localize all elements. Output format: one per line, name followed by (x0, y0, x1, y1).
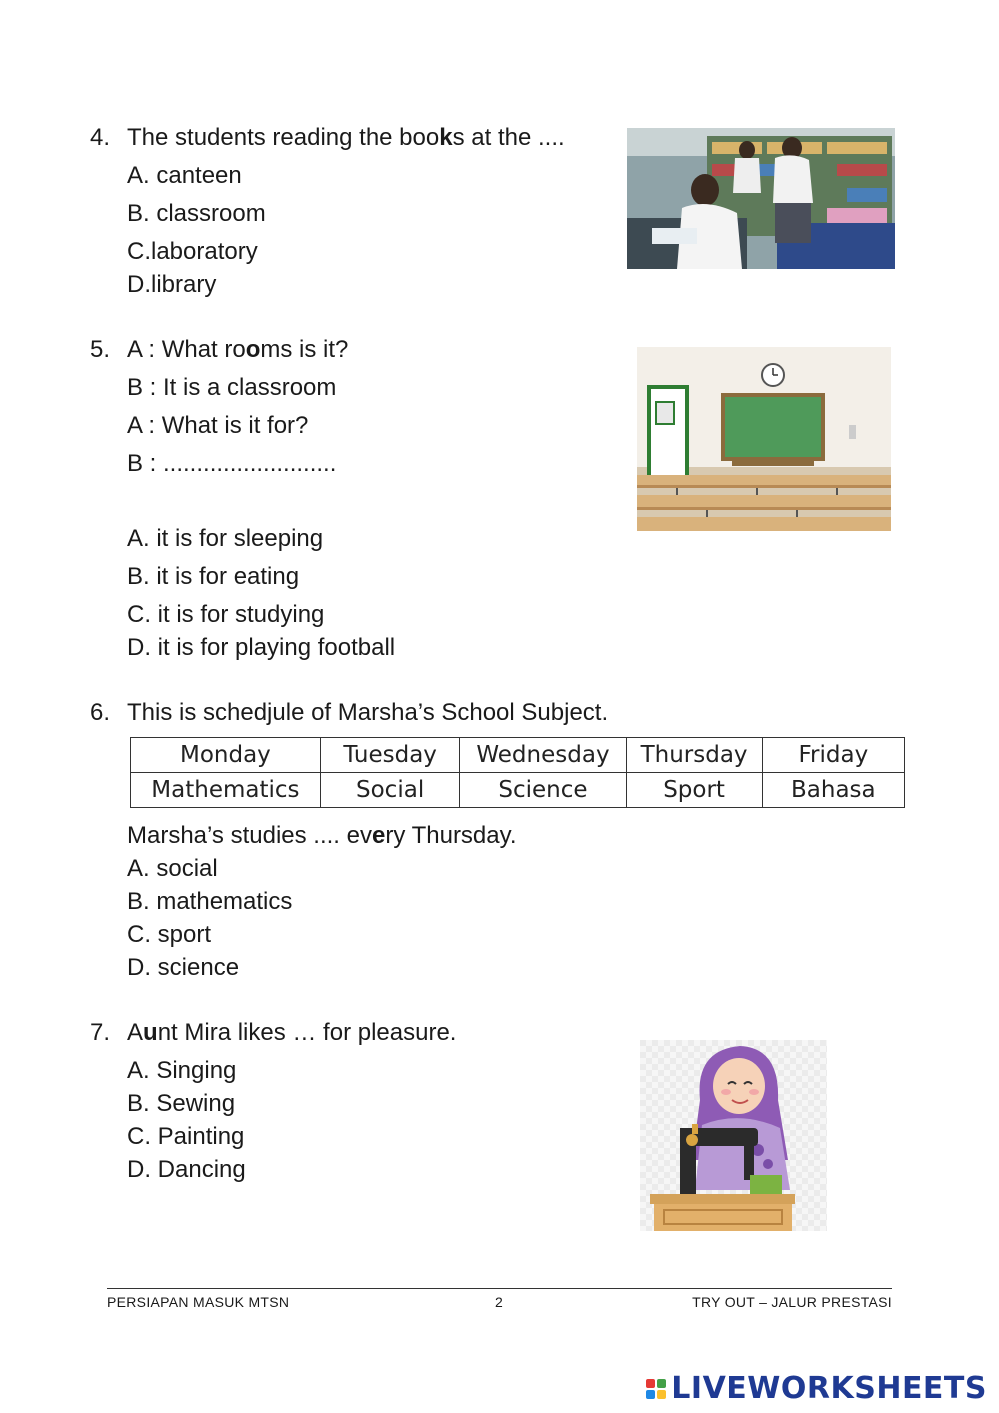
q4-option-d[interactable]: D.library (127, 271, 217, 298)
classroom-photo (637, 347, 891, 531)
table-cell: Wednesday (460, 738, 626, 773)
q6-option-c[interactable]: C. sport (127, 921, 212, 948)
footer-left: PERSIAPAN MASUK MTSN (107, 1294, 290, 1310)
q7-stem: Aunt Mira likes … for pleasure. (127, 1019, 457, 1046)
q6-option-d[interactable]: D. science (127, 954, 240, 981)
q4-option-c[interactable]: C.laboratory (127, 238, 258, 265)
q5-dialog-blank: B : .......................... (127, 450, 337, 477)
q7-option-d[interactable]: D. Dancing (127, 1156, 246, 1183)
table-cell: Social (320, 773, 460, 808)
q6-option-a[interactable]: A. social (127, 855, 218, 882)
q5-option-b[interactable]: B. it is for eating (127, 563, 300, 590)
table-cell: Thursday (626, 738, 762, 773)
table-cell: Bahasa (762, 773, 904, 808)
q7-number: 7. (90, 1019, 111, 1046)
q6-option-b[interactable]: B. mathematics (127, 888, 293, 915)
q5-option-a[interactable]: A. it is for sleeping (127, 525, 324, 552)
sewing-illustration (640, 1040, 827, 1231)
q6-stem: This is schedjule of Marsha’s School Subject. (127, 699, 609, 726)
q5-dialog-line: A : What is it for? (127, 412, 309, 439)
logo-icon (646, 1379, 666, 1399)
q4-stem: The students reading the books at the .... (127, 124, 565, 151)
q5-option-d[interactable]: D. it is for playing football (127, 634, 396, 661)
q4-option-b[interactable]: B. classroom (127, 200, 266, 227)
table-cell: Tuesday (320, 738, 460, 773)
q4-number: 4. (90, 124, 111, 151)
library-photo (627, 128, 895, 269)
schedule-days-row (131, 738, 905, 773)
logo-text: LIVEWORKSHEETS (671, 1371, 987, 1406)
q5-dialog-line: A : What rooms is it? (127, 336, 349, 363)
q5-option-c[interactable]: C. it is for studying (127, 601, 325, 628)
table-cell: Sport (626, 773, 762, 808)
q6-number: 6. (90, 699, 111, 726)
q5-dialog-line: B : It is a classroom (127, 374, 337, 401)
q6-sentence: Marsha’s studies .... every Thursday. (127, 822, 517, 849)
liveworksheets-logo[interactable] (646, 1371, 987, 1406)
schedule-table (130, 737, 905, 808)
q7-option-c[interactable]: C. Painting (127, 1123, 245, 1150)
q7-option-a[interactable]: A. Singing (127, 1057, 237, 1084)
table-cell: Friday (762, 738, 904, 773)
q5-number: 5. (90, 336, 111, 363)
footer-divider (107, 1288, 892, 1289)
q4-option-a[interactable]: A. canteen (127, 162, 242, 189)
schedule-subjects-row (131, 773, 905, 808)
page-number: 2 (495, 1294, 504, 1310)
q7-option-b[interactable]: B. Sewing (127, 1090, 236, 1117)
table-cell: Mathematics (131, 773, 321, 808)
footer-right: TRY OUT – JALUR PRESTASI (692, 1294, 892, 1310)
table-cell: Science (460, 773, 626, 808)
table-cell: Monday (131, 738, 321, 773)
